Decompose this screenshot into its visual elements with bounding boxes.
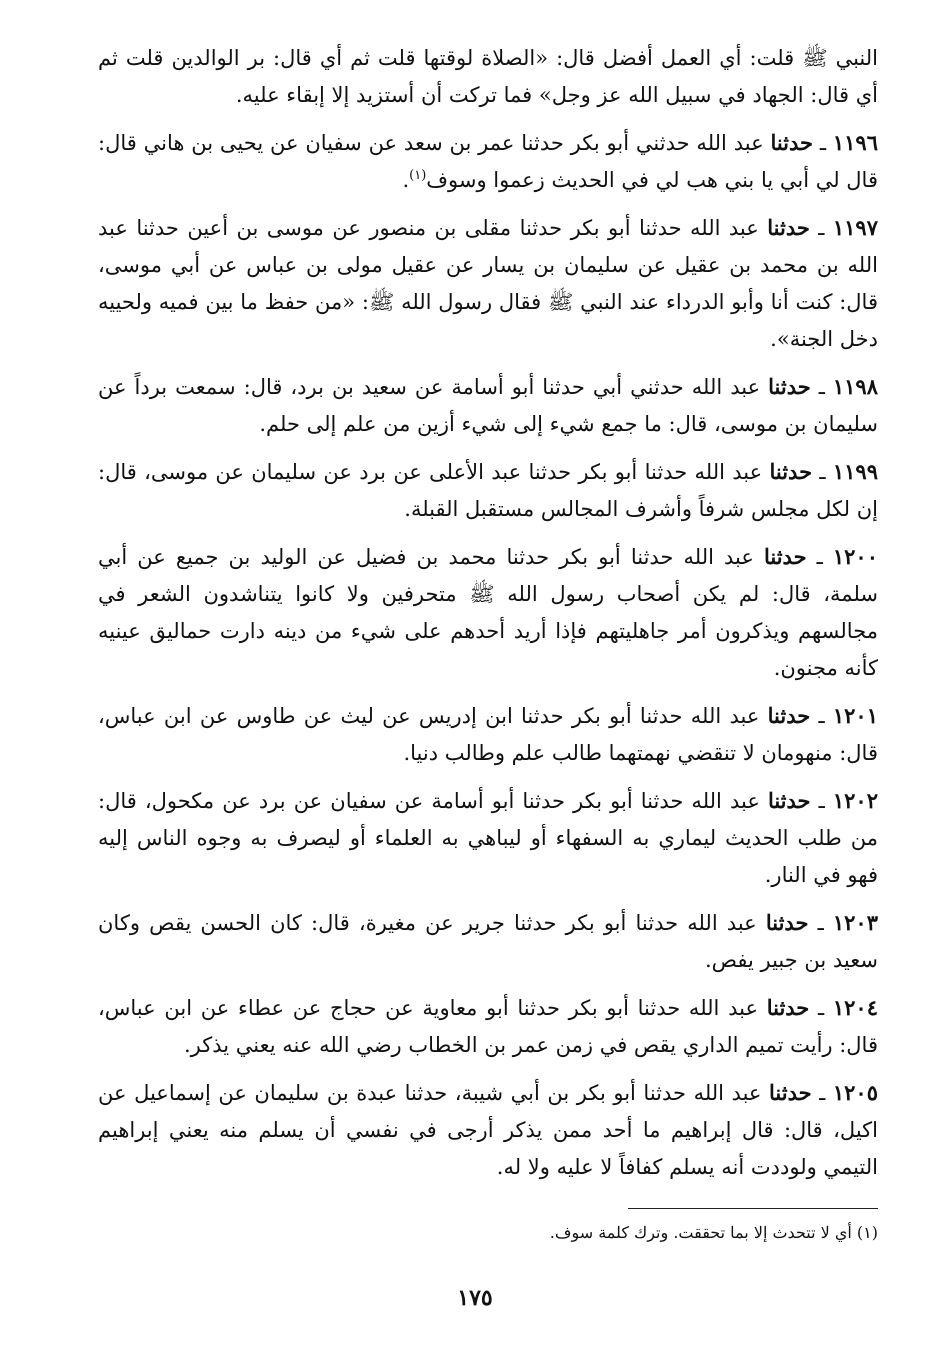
hadith-number: ١٢٠٥ bbox=[832, 1080, 878, 1105]
hadith-paragraph-1203 bbox=[98, 904, 878, 979]
page-number: ١٧٥ bbox=[457, 1285, 493, 1311]
hadith-dash: ـ bbox=[810, 789, 833, 813]
hadith-keyword: حدثنا bbox=[769, 459, 813, 484]
paragraph-text: عبد الله حدثني أبي حدثنا أبو أسامة عن سعيد بن برد، قال: سمعت برداً عن سليمان بن موسى، قال: ما جمع شيء إلى شيء أزين من علم إلى حلم. bbox=[98, 375, 878, 436]
hadith-paragraph-1199 bbox=[98, 453, 878, 528]
paragraph-text: النبي ﷺ قلت: أي العمل أفضل قال: «الصلاة لوقتها قلت ثم أي قال: بر الوالدين قلت ثم أي قال: الجهاد في سبيل الله عز وجل» فما تركت أن أستزيد إلا إبقاء عليه. bbox=[98, 46, 878, 107]
hadith-dash: ـ bbox=[810, 375, 833, 399]
hadith-paragraph-1200 bbox=[98, 538, 878, 687]
hadith-number: ١١٩٦ bbox=[832, 130, 878, 155]
hadith-number: ١٢٠١ bbox=[832, 703, 878, 728]
hadith-keyword: حدثنا bbox=[763, 544, 807, 569]
paragraph-text: عبد الله حدثنا أبو بكر حدثنا عبد الأعلى عن برد عن سليمان عن موسى، قال: إن لكل مجلس شرفاً وأشرف المجالس مستقبل القبلة. bbox=[98, 460, 878, 521]
paragraph-text: عبد الله حدثنا أبو بكر حدثنا جرير عن مغيرة، قال: كان الحسن يقص وكان سعيد بن جبير يفص. bbox=[98, 911, 878, 972]
hadith-number: ١٢٠٣ bbox=[832, 910, 878, 935]
hadith-number: ١١٩٨ bbox=[832, 374, 878, 399]
hadith-dash: ـ bbox=[812, 460, 833, 484]
paragraph-text: عبد الله حدثني أبو بكر حدثنا عمر بن سعد عن سفيان عن يحيى بن هاني قال: قال لي أبي يا بني هب لي في الحديث زعموا وسوف bbox=[98, 131, 878, 192]
hadith-paragraph-intro bbox=[98, 40, 878, 114]
hadith-keyword: حدثنا bbox=[767, 788, 811, 813]
hadith-keyword: حدثنا bbox=[767, 703, 811, 728]
hadith-keyword: حدثنا bbox=[769, 1080, 812, 1105]
footnote-marker: (١) bbox=[409, 168, 427, 183]
paragraph-text: عبد الله حدثنا أبو بكر حدثنا محمد بن فضيل عن الوليد بن جميع عن أبي سلمة، قال: لم يكن أصحاب رسول الله ﷺ متحرفين ولا كانوا يتناشدون الشعر في مجالسهم ويذكرون أمر جاهليتهم فإذا أريد أحدهم على شيء من دينه دارت حماليق عينيه كأنه مجنون. bbox=[98, 545, 878, 680]
hadith-keyword: حدثنا bbox=[767, 215, 810, 240]
hadith-paragraph-1201 bbox=[98, 697, 878, 772]
hadith-dash: ـ bbox=[808, 911, 833, 935]
hadith-keyword: حدثنا bbox=[770, 130, 814, 155]
footnote: (١) أي لا تتحدث إلا بما تحققت. وترك كلمة سوف. bbox=[549, 1223, 878, 1242]
hadith-dash: ـ bbox=[809, 996, 833, 1020]
hadith-number: ١١٩٧ bbox=[832, 215, 878, 240]
paragraph-text: عبد الله حدثنا أبو بكر بن أبي شيبة، حدثنا عبدة بن سليمان عن إسماعيل عن اكيل، قال: قال إبراهيم ما أحد ممن يذكر أرجى في نفسي أن يسلم منه يعني إبراهيم التيمي ولوددت أنه يسلم كفافاً لا عليه ولا له. bbox=[98, 1081, 878, 1179]
hadith-dash: ـ bbox=[809, 216, 833, 240]
hadith-number: ١٢٠٢ bbox=[832, 788, 878, 813]
hadith-number: ١٢٠٠ bbox=[832, 544, 878, 569]
hadith-number: ١٢٠٤ bbox=[832, 995, 878, 1020]
hadith-paragraph-1198 bbox=[98, 368, 878, 443]
hadith-paragraph-1197 bbox=[98, 209, 878, 358]
hadith-keyword: حدثنا bbox=[766, 995, 810, 1020]
hadith-paragraph-1202 bbox=[98, 782, 878, 894]
hadith-dash: ـ bbox=[810, 704, 833, 728]
hadith-paragraph-1196 bbox=[98, 124, 878, 199]
paragraph-text: عبد الله حدثنا أبو بكر حدثنا أبو أسامة عن سفيان عن برد عن مكحول، قال: من طلب الحديث ليماري به السفهاء أو ليباهي به العلماء أو ليصرف به وجوه الناس إليه فهو في النار. bbox=[98, 789, 878, 887]
paragraph-tail: . bbox=[402, 168, 410, 192]
hadith-dash: ـ bbox=[806, 545, 833, 569]
paragraph-text: عبد الله حدثنا أبو بكر حدثنا ابن إدريس عن ليث عن طاوس عن ابن عباس، قال: منهومان لا تنقضي نهمتهما طالب علم وطالب دنيا. bbox=[98, 704, 878, 765]
hadith-paragraph-1204 bbox=[98, 989, 878, 1064]
footnote-divider bbox=[628, 1208, 878, 1209]
paragraph-text: عبد الله حدثنا أبو بكر حدثنا أبو معاوية عن حجاج عن عطاء عن ابن عباس، قال: رأيت تميم الداري يقص في زمن عمر بن الخطاب رضي الله عنه يعني يذكر. bbox=[98, 996, 878, 1057]
paragraph-text: عبد الله حدثنا أبو بكر حدثنا مقلى بن منصور عن موسى بن أعين حدثنا عبد الله بن محمد بن عقيل عن سليمان بن يسار عن عقيل مولى بن عباس عن أبي موسى، قال: كنت أنا وأبو الدرداء عند النبي ﷺ فقال رسول الله ﷺ: «من حفظ ما بين فميه ولحييه دخل الجنة». bbox=[98, 216, 878, 351]
hadith-dash: ـ bbox=[813, 131, 833, 155]
hadith-dash: ـ bbox=[811, 1081, 833, 1105]
page-body bbox=[98, 40, 878, 1196]
hadith-keyword: حدثنا bbox=[768, 374, 811, 399]
hadith-paragraph-1205 bbox=[98, 1074, 878, 1186]
hadith-number: ١١٩٩ bbox=[832, 459, 878, 484]
hadith-keyword: حدثنا bbox=[765, 910, 809, 935]
